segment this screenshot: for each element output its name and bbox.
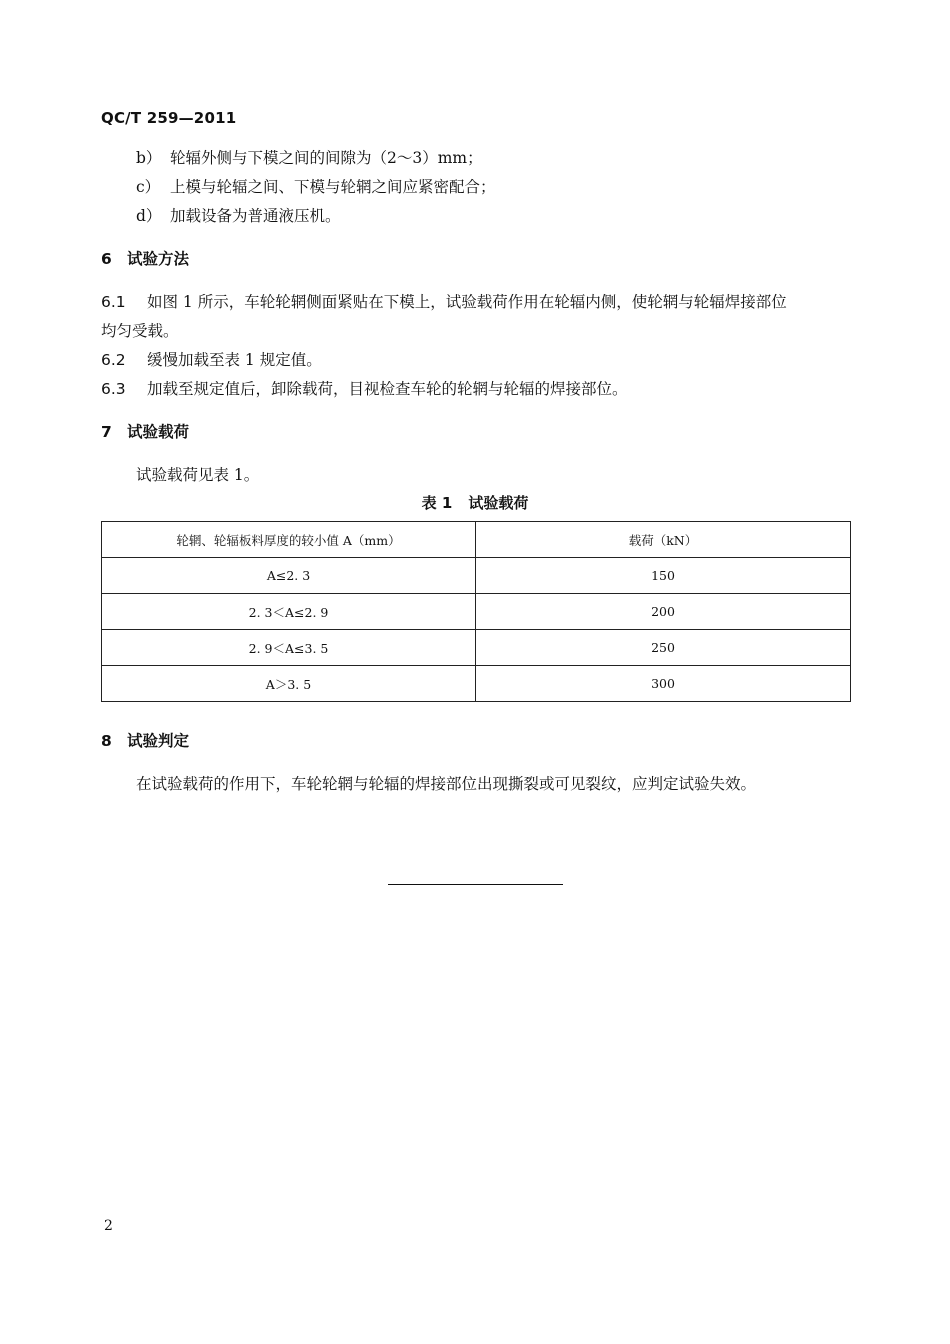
section-title: 试验方法	[127, 250, 190, 268]
section-number: 8	[101, 732, 112, 750]
thickness-cell: A＞3. 5	[102, 666, 476, 702]
section-7-heading	[101, 420, 189, 442]
table-header-row	[102, 522, 851, 558]
section-6-heading	[101, 247, 189, 269]
page-number: 2	[104, 1218, 113, 1234]
table-row	[102, 630, 851, 666]
list-item-label: b）	[136, 149, 162, 167]
paragraph-number: 6.3	[101, 380, 126, 398]
list-item-label: c）	[136, 178, 161, 196]
paragraph-6-2	[101, 348, 322, 370]
paragraph-6-3	[101, 377, 628, 399]
test-load-table	[101, 521, 851, 702]
table-row	[102, 594, 851, 630]
load-cell: 200	[476, 594, 851, 630]
paragraph-text: 加载至规定值后，卸除载荷，目视检查车轮的轮辋与轮辐的焊接部位。	[147, 380, 628, 398]
paragraph-text: 缓慢加载至表 1 规定值。	[147, 351, 322, 369]
list-item-d	[136, 204, 341, 226]
end-rule-divider	[388, 884, 563, 885]
list-item-c	[136, 175, 496, 197]
section-title: 试验判定	[127, 732, 190, 750]
table-caption	[0, 492, 950, 513]
table-row	[102, 558, 851, 594]
paragraph-number: 6.1	[101, 293, 126, 311]
paragraph-text: 如图 1 所示，车轮轮辋侧面紧贴在下模上，试验载荷作用在轮辐内侧，使轮辋与轮辐焊接部位	[147, 293, 787, 311]
section-title: 试验载荷	[127, 423, 190, 441]
section-7-body: 试验载荷见表 1。	[136, 466, 260, 484]
section-8-heading	[101, 729, 189, 751]
load-cell: 300	[476, 666, 851, 702]
thickness-cell: 2. 9＜A≤3. 5	[102, 630, 476, 666]
paragraph-6-1-continuation: 均匀受载。	[101, 322, 179, 340]
paragraph-number: 6.2	[101, 351, 126, 369]
table-caption-title: 试验载荷	[468, 494, 529, 512]
section-number: 7	[101, 423, 112, 441]
table-row	[102, 666, 851, 702]
list-item-label: d）	[136, 207, 162, 225]
load-cell: 250	[476, 630, 851, 666]
table-caption-number: 表 1	[421, 494, 453, 512]
load-cell: 150	[476, 558, 851, 594]
paragraph-6-1	[101, 290, 787, 312]
section-8-body: 在试验载荷的作用下，车轮轮辋与轮辐的焊接部位出现撕裂或可见裂纹，应判定试验失效。	[136, 775, 757, 793]
list-item-text: 轮辐外侧与下模之间的间隙为（2～3）mm；	[170, 149, 483, 167]
thickness-cell: A≤2. 3	[102, 558, 476, 594]
list-item-b	[136, 146, 483, 168]
list-item-text: 上模与轮辐之间、下模与轮辋之间应紧密配合；	[170, 178, 496, 196]
list-item-text: 加载设备为普通液压机。	[170, 207, 341, 225]
section-number: 6	[101, 250, 112, 268]
header-load: 载荷（kN）	[476, 522, 851, 558]
header-thickness: 轮辋、轮辐板料厚度的较小值 A（mm）	[102, 522, 476, 558]
standard-code-header: QC/T 259—2011	[101, 109, 237, 127]
thickness-cell: 2. 3＜A≤2. 9	[102, 594, 476, 630]
